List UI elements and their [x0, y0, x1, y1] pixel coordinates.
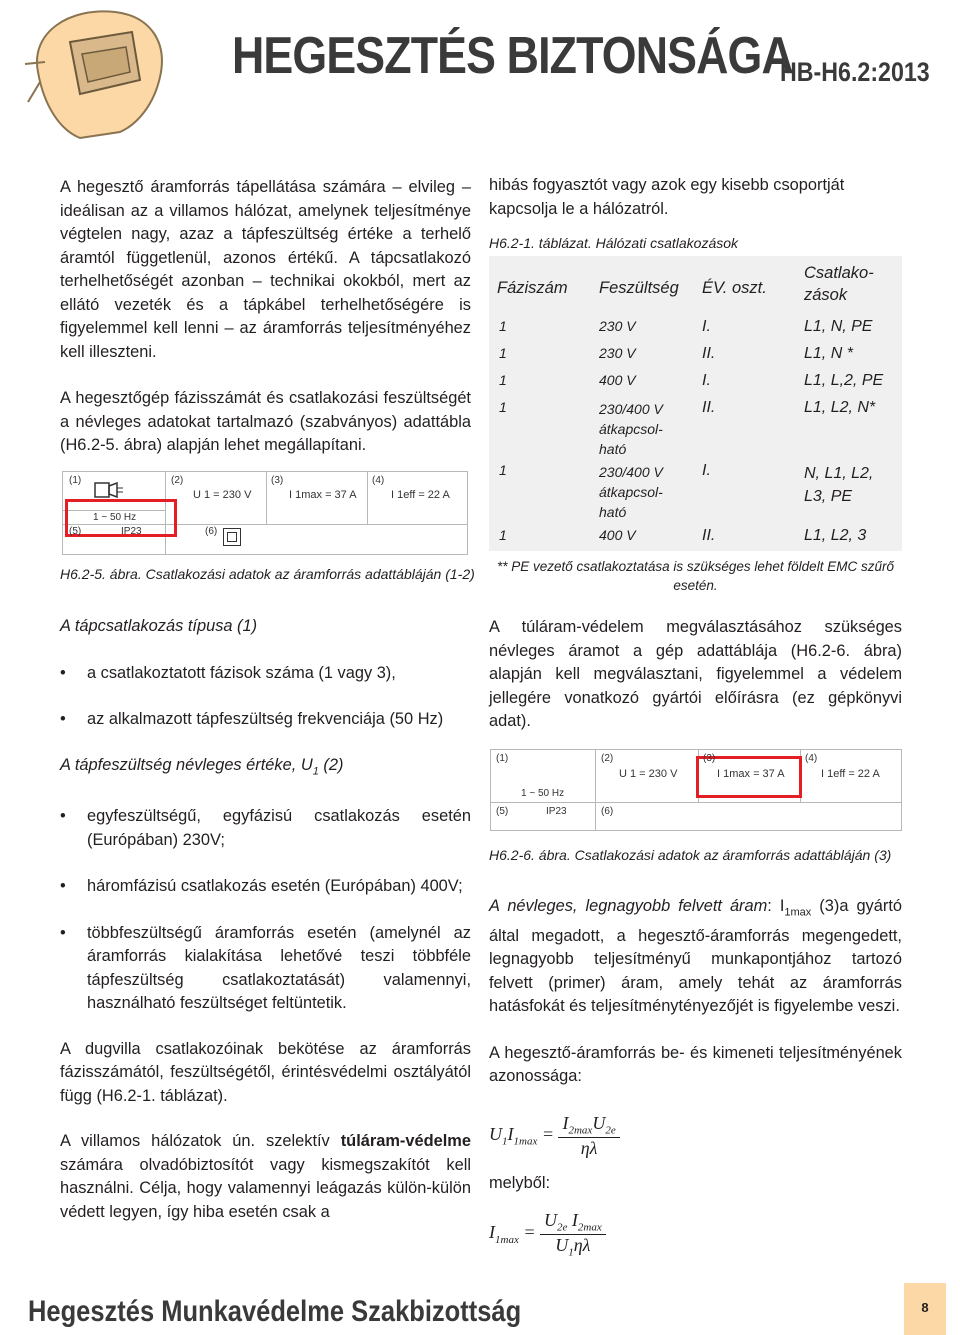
plate-label-6: (6) [205, 526, 218, 537]
plate-i1max: I 1max = 37 A [717, 768, 785, 780]
nameplate-figure-1 [62, 471, 468, 555]
list-item: • többfeszültségű áramforrás esetén (amelynél az áramforrás kialakítása lehetővé teszi többféle tápfeszültség csatlakoztatását) valamennyi, használható feszültséget feltüntetik. [60, 922, 471, 1016]
paragraph-nameplate: A hegesztőgép fázisszámát és csatlakozási feszültségét a névleges adatokat tartalmazó (szabványos) adattábla (H6.2-5. ábra) alapján lehet megállapítani. [60, 389, 471, 454]
plate-label-3: (3) [271, 475, 284, 486]
right-column [489, 174, 902, 221]
plate-voltage: U 1 = 230 V [193, 489, 252, 501]
paragraph-intro: A hegesztő áramforrás tápellátása számára – elvileg – ideálisan az a villamos hálózat, amelynek teljesítménye végtelen nagy, azaz a tápfeszültség értéke a terhelő áramtól függetlenül, azonos értékű. A tápcsatlakozó terhelhetőségét azonban – technikai okokból, mert az ellátó vezeték és a tápkábel terhelhetőségére is figyelemmel kell lenni – az áramforrás teljesítményéhez kell illeszteni. [60, 178, 471, 361]
plate-label-2: (2) [601, 753, 614, 764]
table-header-cell: Fáziszám [497, 279, 568, 297]
left-column [60, 176, 471, 458]
power-equation: $U_1I_{1max}$ = $\frac{I_{2max}U_{2e}}{\eta\lambda}$ [489, 1113, 620, 1159]
right-column-middle [489, 616, 902, 734]
plate-label-1: (1) [496, 753, 509, 764]
list-item: • egyfeszültségű, egyfázisú csatlakozás esetén (Európában) 230V; [60, 805, 471, 852]
paragraph-continued: hibás fogyasztót vagy azok egy kisebb csoportját kapcsolja le a hálózatról. [489, 176, 845, 218]
plate-ip-rating: IP23 [121, 526, 142, 537]
plate-i1eff: I 1eff = 22 A [391, 489, 450, 501]
double-insulation-icon [223, 528, 241, 546]
page-header-title: HEGESZTÉS BIZTONSÁGA [232, 27, 793, 85]
plate-label-5: (5) [69, 526, 82, 537]
table-footnote: ** PE vezető csatlakoztatása is szükséges lehet földelt EMC szűrő esetén. [497, 559, 894, 593]
paragraph-overcurrent-selection: A túláram-védelem megválasztásához szükséges névleges áramot a gép adattáblája (H6.2-6. ábra) alapján kell megválasztani, figyelemmel a védelem jellegére vonatkozó gyártói előírásra (ez gépkönyvi adat). [489, 618, 902, 730]
plate-label-2: (2) [171, 475, 184, 486]
plug-icon [93, 480, 125, 500]
paragraph-overcurrent: A villamos hálózatok ún. szelektív túláram-védelme számára olvadóbiztosítót vagy kismegszakítót kell használni. Célja, hogy valamennyi leágazás külön-külön védett legyen, így hiba esetén csak a [60, 1132, 471, 1221]
welding-helmet-icon [20, 2, 170, 142]
table-header-row [489, 262, 902, 310]
table-header-cell: ÉV. oszt. [702, 279, 767, 297]
connection-table: Fáziszám Feszültség ÉV. oszt. Csatlako-zások 1 230 V I. L1, N, PE 1 230 V II. L1, N * 1 400 V I. L1, L,2, PE 1 230/400 V átkapcsol-ható II. L1, L2, N* 1 230/400 V átkapcsol-ható I. N, L1, L2, L3, PE 1 400 V II. L1, L2, 3 [489, 256, 902, 551]
plate-i1max: I 1max = 37 A [289, 489, 357, 501]
current-equation: $I_{1max}$ = $\frac{U_{2e} I_{2max}}{U_1\eta\lambda}$ [489, 1210, 606, 1258]
nameplate-figure-2 [490, 749, 902, 831]
paragraph-rated-current: A névleges, legnagyobb felvett áram: $I_{1max}$ (3)a gyártó által megadott, a hegesztő-áramforrás megengedett, legnagyobb teljesítményű munkapontjához tartozó felvett (primer) áram, amely tehát az áramforrás hatásfokát és teljesítménytényezőjét is figyelembe veszi. [489, 897, 902, 1016]
heading-nominal-voltage: A tápfeszültség névleges értéke, $U_1$ (2) [60, 755, 344, 777]
right-column-lower [489, 895, 902, 1089]
paragraph-power-identity: A hegesztő-áramforrás be- és kimeneti teljesítményének azonossága: [489, 1043, 902, 1086]
list-item: • háromfázisú csatlakozás esetén (Európában) 400V; [60, 875, 471, 899]
document-code: HB-H6.2:2013 [780, 57, 930, 87]
figure-caption-5: H6.2-5. ábra. Csatlakozási adatok az áramforrás adattábláján (1-2) [60, 566, 475, 582]
plate-label-3: (3) [703, 753, 716, 764]
heading-connection-type: A tápcsatlakozás típusa (1) [60, 617, 258, 635]
paragraph-plug-wiring: A dugvilla csatlakozóinak bekötése az áramforrás fázisszámától, feszültségétől, érintésvédelmi osztályától függ (H6.2-1. táblázat). [60, 1039, 471, 1105]
plate-label-4: (4) [805, 753, 818, 764]
footer-title: Hegesztés Munkavédelme Szakbizottság [28, 1295, 522, 1328]
table-header-cell: Csatlako-zások [804, 264, 874, 304]
plate-label-5: (5) [496, 806, 509, 817]
plate-label-4: (4) [372, 475, 385, 486]
plate-i1eff: I 1eff = 22 A [821, 768, 880, 780]
list-item: • a csatlakoztatott fázisok száma (1 vagy 3), [60, 662, 471, 686]
list-item: • az alkalmazott tápfeszültség frekvenciája (50 Hz) [60, 708, 471, 732]
table-header-cell: Feszültség [599, 279, 679, 297]
plate-label-1: (1) [69, 475, 82, 486]
page-number: 8 [921, 1300, 929, 1315]
plate-frequency: 1 ~ 50 Hz [93, 512, 137, 523]
plate-label-6: (6) [601, 806, 614, 817]
figure-caption-6: H6.2-6. ábra. Csatlakozási adatok az áramforrás adattábláján (3) [489, 847, 892, 863]
table-caption: H6.2-1. táblázat. Hálózati csatlakozások [489, 235, 739, 251]
left-column-lower [60, 615, 471, 1224]
plate-voltage: U 1 = 230 V [619, 768, 678, 780]
plate-ip-rating: IP23 [546, 806, 567, 817]
plate-frequency: 1 ~ 50 Hz [521, 788, 565, 799]
paragraph-from-which: melyből: [489, 1174, 551, 1192]
